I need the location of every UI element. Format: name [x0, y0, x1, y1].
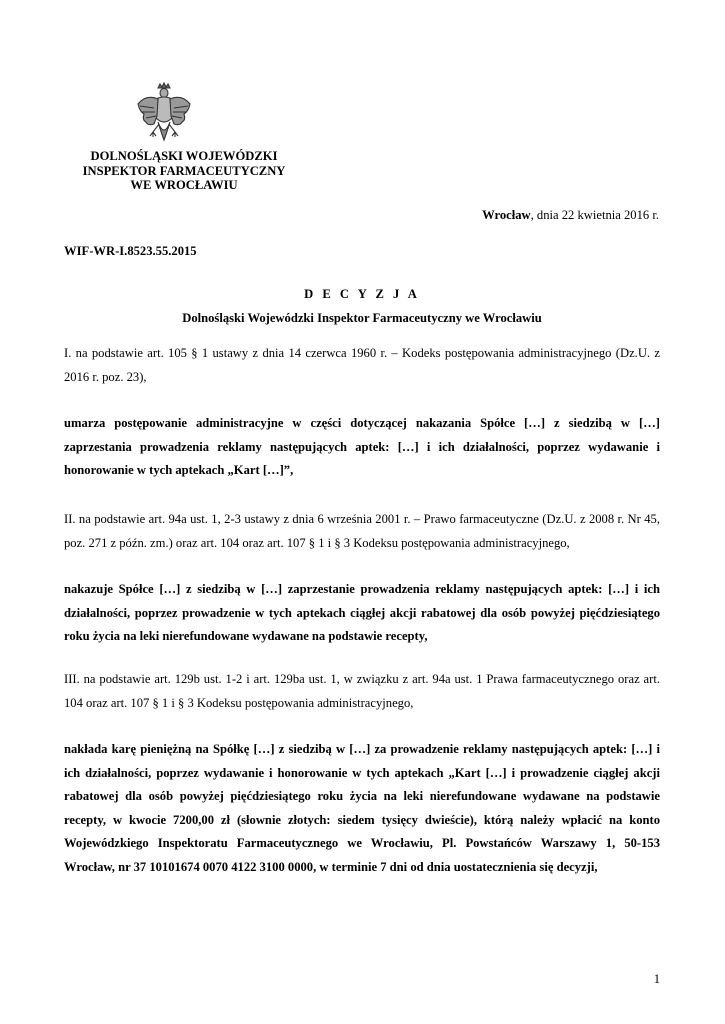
- paragraph-decision-1: umarza postępowanie administracyjne w części dotyczącej nakazania Spółce […] z siedzibą w […] zaprzestania prowadzenia reklamy następujących aptek: […] i ich działalności, poprzez wydawanie i honorowanie w tych aptekach „Kart […]”,: [64, 416, 660, 478]
- authority-line: INSPEKTOR FARMACEUTYCZNY: [82, 163, 286, 178]
- paragraph-legal-basis-1: I. na podstawie art. 105 § 1 ustawy z dnia 14 czerwca 1960 r. – Kodeks postępowania administracyjnego (Dz.U. z 2016 r. poz. 23),: [64, 346, 660, 384]
- issuing-authority: [40, 149, 328, 193]
- authority-line: DOLNOŚLĄSKI WOJEWÓDZKI: [90, 149, 278, 163]
- case-signature: WIF-WR-I.8523.55.2015: [64, 244, 197, 258]
- place-and-date: [482, 208, 659, 223]
- paragraph-decision-2: nakazuje Spółce […] z siedzibą w […] zaprzestanie prowadzenia reklamy następujących aptek: […] i ich działalności, poprzez prowadzenie w tych aptekach ciągłej akcji rabatowej dla osób powyżej pięćdziesiątego roku życia na leki nierefundowane wydawane na podstawie recepty,: [64, 582, 660, 644]
- issuer-line: Dolnośląski Wojewódzki Inspektor Farmaceutyczny we Wrocławiu: [182, 311, 542, 325]
- document-title: D E C Y Z J A: [304, 287, 420, 301]
- paragraph-legal-basis-2: II. na podstawie art. 94a ust. 1, 2-3 ustawy z dnia 6 września 2001 r. – Prawo farmaceutyczne (Dz.U. z 2008 r. Nr 45, poz. 271 z późn. zm.) oraz art. 104 oraz art. 107 § 1 i § 3 Kodeksu postępowania administracyjnego,: [64, 512, 660, 550]
- page-number: 1: [653, 972, 660, 986]
- paragraph-decision-3: nakłada karę pieniężną na Spółkę […] z siedzibą w […] za prowadzenie reklamy następujących aptek: […] i ich działalności, poprzez wydawanie i honorowanie w tych aptekach „Kart […] i prowadzenie ciągłej akcji rabatowej dla osób powyżej pięćdziesiątego roku życia na leki nierefundowane wydawane na podstawie recepty, w kwocie 7200,00 zł (słownie złotych: siedem tysięcy dwieście), którą należy wpłacić na konto Wojewódzkiego Inspektoratu Farmaceutycznego we Wrocławiu, Pl. Powstańców Warszawy 1, 50-153 Wrocław, nr 37 10101674 0070 4122 3100 0000, w terminie 7 dni od dnia uostatecznienia się decyzji,: [64, 742, 660, 874]
- date-text: , dnia 22 kwietnia 2016 r.: [530, 208, 659, 222]
- authority-line: WE WROCŁAWIU: [130, 178, 238, 192]
- polish-eagle-emblem-icon: [136, 82, 192, 146]
- paragraph-legal-basis-3: III. na podstawie art. 129b ust. 1-2 i art. 129ba ust. 1, w związku z art. 94a ust. 1 Prawa farmaceutycznego oraz art. 104 oraz art. 107 § 1 i § 3 Kodeksu postępowania administracyjnego,: [64, 672, 660, 710]
- date-city: Wrocław: [482, 208, 531, 222]
